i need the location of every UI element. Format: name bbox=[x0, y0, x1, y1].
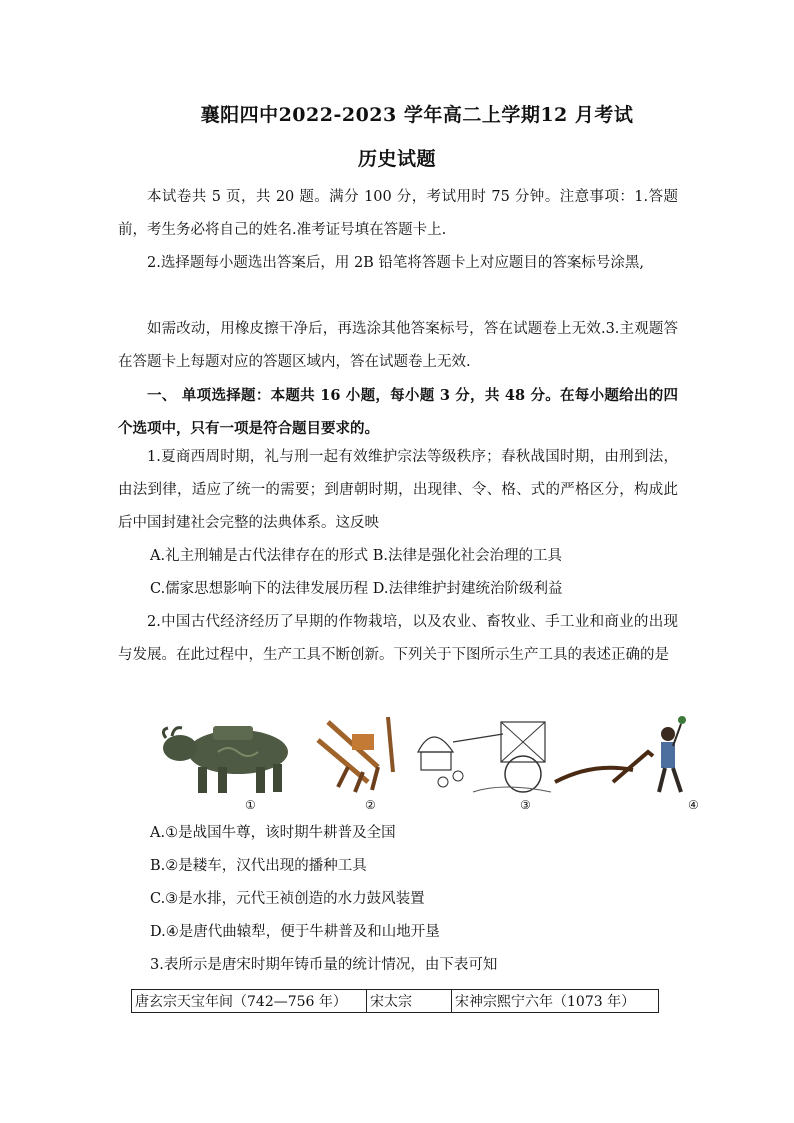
seed-drill-image bbox=[308, 712, 408, 798]
instructions-paragraph-2: 2.选择题每小题选出答案后，用 2B 铅笔将答题卡上对应题目的答案标号涂黑, bbox=[147, 255, 645, 271]
question-2-option-a: A.①是战国牛尊，该时期牛耕普及全国 bbox=[150, 825, 396, 841]
caption-4: ④ bbox=[688, 798, 699, 812]
question-3-stem: 3.表所示是唐宋时期年铸币量的统计情况，由下表可知 bbox=[150, 957, 498, 973]
mint-output-table bbox=[131, 989, 659, 1013]
exam-title: 襄阳四中2022-2023 学年高二上学期12 月考试 bbox=[200, 104, 634, 126]
table-header-cell: 宋神宗熙宁六年（1073 年） bbox=[452, 990, 659, 1013]
section-1-heading: 一、 单项选择题：本题共 16 小题，每小题 3 分，共 48 分。在每小题给出的四个选项中，只有一项是符合题目要求的。 bbox=[118, 387, 678, 437]
tools-figure-row bbox=[158, 712, 698, 812]
caption-1: ① bbox=[245, 798, 256, 812]
table-header-cell: 唐玄宗天宝年间（742—756 年） bbox=[132, 990, 367, 1013]
bronze-ox-zun-image bbox=[158, 712, 308, 798]
exam-subtitle: 历史试题 bbox=[357, 148, 436, 170]
question-1-options-cd: C.儒家思想影响下的法律发展历程 D.法律维护封建统治阶级利益 bbox=[150, 581, 563, 597]
water-bellows-image bbox=[413, 712, 553, 798]
instructions-paragraph-1: 本试卷共 5 页，共 20 题。满分 100 分，考试用时 75 分钟。注意事项：1.答题前，考生务必将自己的姓名.准考证号填在答题卡上. bbox=[118, 189, 678, 238]
instructions-paragraph-3: 如需改动，用橡皮擦干净后，再选涂其他答案标号，答在试题卷上无效.3.主观题答在答题卡上每题对应的答题区域内，答在试题卷上无效. bbox=[118, 321, 678, 370]
question-2-option-c: C.③是水排，元代王祯创造的水力鼓风装置 bbox=[150, 891, 425, 907]
table-row bbox=[132, 990, 659, 1013]
question-1-stem: 1.夏商西周时期，礼与刑一起有效维护宗法等级秩序；春秋战国时期，由刑到法，由法到律，适应了统一的需要；到唐朝时期，出现律、令、格、式的严格区分，构成此后中国封建社会完整的法典体系。这反映 bbox=[118, 449, 678, 531]
question-1-options-ab: A.礼主刑辅是古代法律存在的形式 B.法律是强化社会治理的工具 bbox=[150, 548, 562, 564]
question-2-stem: 2.中国古代经济经历了早期的作物栽培，以及农业、畜牧业、手工业和商业的出现与发展。在此过程中，生产工具不断创新。下列关于下图所示生产工具的表述正确的是 bbox=[118, 614, 678, 663]
caption-3: ③ bbox=[520, 798, 531, 812]
table-header-cell: 宋太宗 bbox=[367, 990, 452, 1013]
caption-2: ② bbox=[365, 798, 376, 812]
question-2-option-b: B.②是耧车，汉代出现的播种工具 bbox=[150, 858, 367, 874]
question-2-option-d: D.④是唐代曲辕犁，便于牛耕普及和山地开垦 bbox=[150, 924, 440, 940]
curved-shaft-plough-image bbox=[553, 712, 698, 798]
